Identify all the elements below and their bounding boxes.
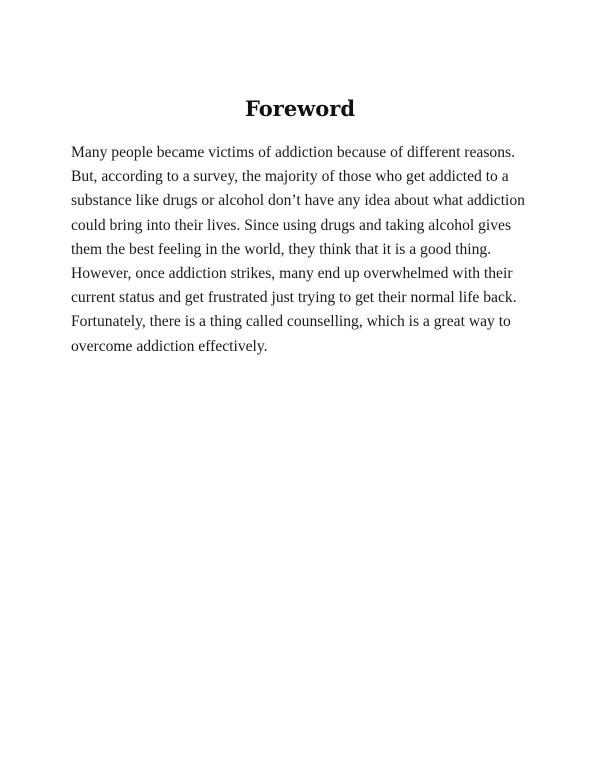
foreword-paragraph: Many people became victims of addiction because of different reasons. But, according to a survey, the majority of those who get addicted to a substance like drugs or alcohol don’t have any idea about what addiction could bring into their lives. Since using drugs and taking alcohol gives them the best feeling in the world, they think that it is a good thing. However, once addiction strikes, many end up overwhelmed with their current status and get frustrated just trying to get their normal life back. Fortunately, there is a thing called counselling, which is a great way to overcome addiction effectively. [71,144,525,355]
page-title: Foreword [244,96,356,121]
